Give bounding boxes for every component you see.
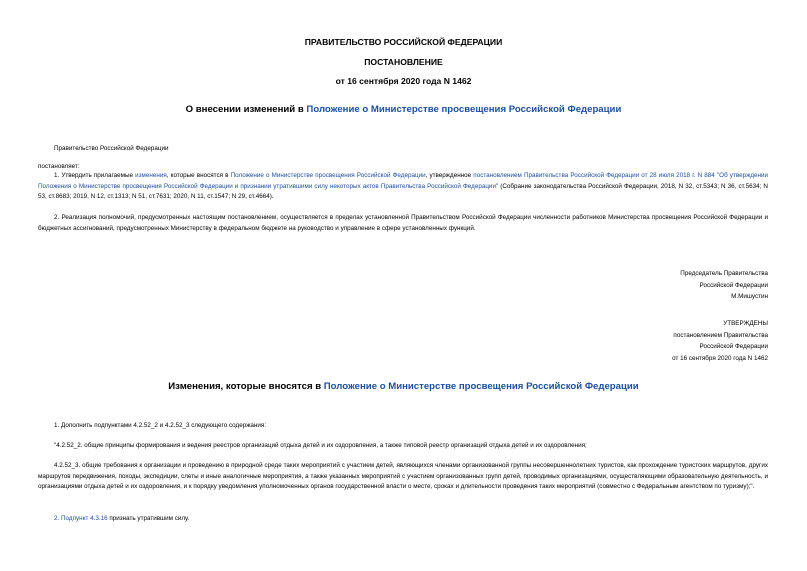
signature-country: Российской Федерации (699, 281, 768, 289)
change-2-subitem-link[interactable]: Подпункт 4.3.16 (61, 515, 108, 522)
change-2-text: признать утратившим силу. (107, 515, 190, 522)
change-1-subitem-2: 4.2.52_3. общие требования к организации и проведению в природной среде таких мероприятий с участием детей, являющихся членами организованной группы несовершеннолетних туристов, как прохождение туристских маршрутов, других маршрутов передвижения, походы, экспедиции, слеты и иные аналогичные мероприятия, а также указанных мероприятий с участием организованных групп детей, проводимых организациями, осуществляющими образовательную деятельность, и организациями отдыха детей и их оздоровления, и к порядку уведомления уполномоченных органов государственной власти о месте, сроках и длительности проведения таких мероприятий (совместно с Федеральным агентством по туризму);". (38, 462, 768, 490)
title-prefix: О внесении изменений в (185, 104, 307, 115)
signature-name: М.Мишустин (731, 293, 768, 300)
title-link[interactable]: Положение о Министерстве просвещения Российской Федерации (306, 104, 622, 115)
document-type: ПОСТАНОВЛЕНИЕ (364, 57, 443, 67)
approval-line-2: постановлением Правительства (673, 331, 768, 339)
changes-title-prefix: Изменения, которые вносятся в (168, 381, 324, 392)
approval-block (672, 318, 768, 364)
item-2-paragraph: 2. Реализация полномочий, предусмотренных настоящим постановлением, осуществляется в пределах установленной Правительством Российской Федерации численности работников Министерства просвещения Российской Федерации и бюджетных ассигнований, предусмотренных Министерству в федеральном бюджете на руководство и управление в сфере установленных функций. (38, 214, 768, 232)
government-heading: ПРАВИТЕЛЬСТВО РОССИЙСКОЙ ФЕДЕРАЦИИ (304, 37, 503, 47)
change-1-subitem-1: "4.2.52_2. общие принципы формирования и ведения реестров организаций отдыха детей и их оздоровления, а также типовой реестр организаций отдыха детей и их оздоровления; (54, 442, 587, 449)
item-1-regulation-link[interactable]: Положение о Министерстве просвещения Российской Федерации (230, 172, 426, 179)
change-2-number: 2. (54, 515, 62, 522)
approval-line-1: УТВЕРЖДЕНЫ (723, 320, 768, 327)
changes-title (0, 381, 807, 392)
signature-block (680, 268, 768, 303)
change-2-paragraph (54, 514, 189, 525)
item-1-changes-link[interactable]: изменения (135, 172, 167, 179)
item-1-text-1: 1. Утвердить прилагаемые (54, 172, 136, 179)
document-title (0, 104, 807, 115)
changes-title-link[interactable]: Положение о Министерстве просвещения Российской Федерации (323, 381, 639, 392)
item-1-text-2: , которые вносятся в (166, 172, 231, 179)
preamble-resolves: постановляет: (38, 163, 80, 170)
item-1-text-3: , утвержденное (425, 172, 474, 179)
preamble-government: Правительство Российской Федерации (54, 145, 169, 152)
document-date-number: от 16 сентября 2020 года N 1462 (335, 76, 472, 86)
item-1-text-4: (Собрание законодательства Российской Федерации, 2018, N 32, ст.5343; N 36, ст.5634; N 53, ст.8683; 2019, N 12, ст.1313; N 51, ст.7631; 2020, N 11, ст.1547; N 29, ст.4664). (38, 182, 768, 200)
item-1-resolution-link[interactable]: постановлением Правительства Российской Федерации от 28 июля 2018 г. N 884 "Об утверждении Положения о Министерстве просвещения Российской Федерации и признании утратившими силу некоторых актов Правительства Российской Федерации" (38, 172, 769, 190)
item-1-paragraph (38, 171, 768, 203)
approval-line-3: Российской Федерации (699, 343, 768, 350)
signature-position: Председатель Правительства (680, 270, 768, 277)
approval-line-4: от 16 сентября 2020 года N 1462 (672, 354, 768, 362)
change-1-text: 1. Дополнить подпунктами 4.2.52_2 и 4.2.52_3 следующего содержания: (54, 422, 267, 429)
